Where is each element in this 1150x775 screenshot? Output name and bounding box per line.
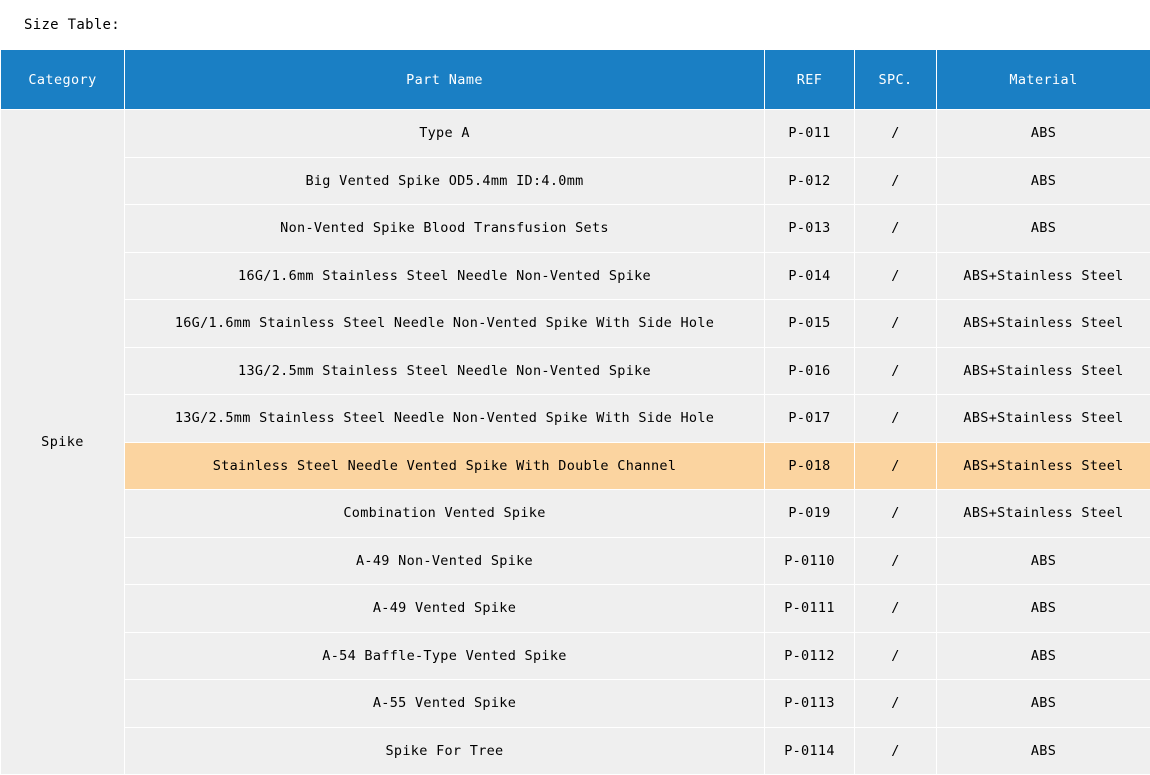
spc-cell: / <box>855 680 937 728</box>
table-row <box>1 300 1150 348</box>
ref-cell: P-018 <box>765 442 855 490</box>
ref-cell: P-015 <box>765 300 855 348</box>
part-name-cell: 16G/1.6mm Stainless Steel Needle Non-Vented Spike With Side Hole <box>125 300 765 348</box>
table-row <box>1 727 1150 775</box>
part-name-cell: Spike For Tree <box>125 727 765 775</box>
material-cell: ABS+Stainless Steel <box>937 347 1150 395</box>
table-body <box>1 110 1150 775</box>
spc-cell: / <box>855 252 937 300</box>
column-header-spc: SPC. <box>855 50 937 110</box>
spc-cell: / <box>855 490 937 538</box>
material-cell: ABS <box>937 585 1150 633</box>
ref-cell: P-016 <box>765 347 855 395</box>
ref-cell: P-011 <box>765 110 855 158</box>
material-cell: ABS <box>937 205 1150 253</box>
spc-cell: / <box>855 632 937 680</box>
table-row <box>1 632 1150 680</box>
spc-cell: / <box>855 585 937 633</box>
part-name-cell: A-49 Non-Vented Spike <box>125 537 765 585</box>
part-name-cell: A-54 Baffle-Type Vented Spike <box>125 632 765 680</box>
column-header-ref: REF <box>765 50 855 110</box>
part-name-cell: A-55 Vented Spike <box>125 680 765 728</box>
part-name-cell: 16G/1.6mm Stainless Steel Needle Non-Vented Spike <box>125 252 765 300</box>
part-name-cell: A-49 Vented Spike <box>125 585 765 633</box>
ref-cell: P-019 <box>765 490 855 538</box>
spc-cell: / <box>855 157 937 205</box>
ref-cell: P-0110 <box>765 537 855 585</box>
spc-cell: / <box>855 347 937 395</box>
part-name-cell: Non-Vented Spike Blood Transfusion Sets <box>125 205 765 253</box>
ref-cell: P-013 <box>765 205 855 253</box>
table-row <box>1 347 1150 395</box>
material-cell: ABS+Stainless Steel <box>937 395 1150 443</box>
column-header-category: Category <box>1 50 125 110</box>
part-name-cell: Type A <box>125 110 765 158</box>
column-header-part-name: Part Name <box>125 50 765 110</box>
category-cell: Spike <box>1 110 125 775</box>
table-header <box>1 50 1150 110</box>
table-row <box>1 537 1150 585</box>
ref-cell: P-0112 <box>765 632 855 680</box>
spc-cell: / <box>855 205 937 253</box>
table-row <box>1 585 1150 633</box>
material-cell: ABS <box>937 157 1150 205</box>
table-row <box>1 490 1150 538</box>
ref-cell: P-017 <box>765 395 855 443</box>
ref-cell: P-012 <box>765 157 855 205</box>
spc-cell: / <box>855 537 937 585</box>
table-header-row <box>1 50 1150 110</box>
table-row <box>1 157 1150 205</box>
page-title: Size Table: <box>24 17 120 33</box>
table-row <box>1 442 1150 490</box>
spc-cell: / <box>855 727 937 775</box>
table-row <box>1 252 1150 300</box>
material-cell: ABS <box>937 537 1150 585</box>
column-header-material: Material <box>937 50 1150 110</box>
material-cell: ABS+Stainless Steel <box>937 442 1150 490</box>
material-cell: ABS <box>937 110 1150 158</box>
table-row <box>1 110 1150 158</box>
table-row <box>1 205 1150 253</box>
table-row <box>1 680 1150 728</box>
ref-cell: P-0114 <box>765 727 855 775</box>
material-cell: ABS <box>937 632 1150 680</box>
part-name-cell: 13G/2.5mm Stainless Steel Needle Non-Vented Spike With Side Hole <box>125 395 765 443</box>
material-cell: ABS <box>937 727 1150 775</box>
table-row <box>1 395 1150 443</box>
spc-cell: / <box>855 110 937 158</box>
spc-cell: / <box>855 395 937 443</box>
ref-cell: P-0113 <box>765 680 855 728</box>
part-name-cell: Combination Vented Spike <box>125 490 765 538</box>
part-name-cell: Big Vented Spike OD5.4mm ID:4.0mm <box>125 157 765 205</box>
material-cell: ABS+Stainless Steel <box>937 252 1150 300</box>
material-cell: ABS+Stainless Steel <box>937 490 1150 538</box>
material-cell: ABS+Stainless Steel <box>937 300 1150 348</box>
spc-cell: / <box>855 300 937 348</box>
ref-cell: P-0111 <box>765 585 855 633</box>
part-name-cell: Stainless Steel Needle Vented Spike With Double Channel <box>125 442 765 490</box>
material-cell: ABS <box>937 680 1150 728</box>
size-table <box>0 49 1150 775</box>
ref-cell: P-014 <box>765 252 855 300</box>
part-name-cell: 13G/2.5mm Stainless Steel Needle Non-Vented Spike <box>125 347 765 395</box>
spc-cell: / <box>855 442 937 490</box>
